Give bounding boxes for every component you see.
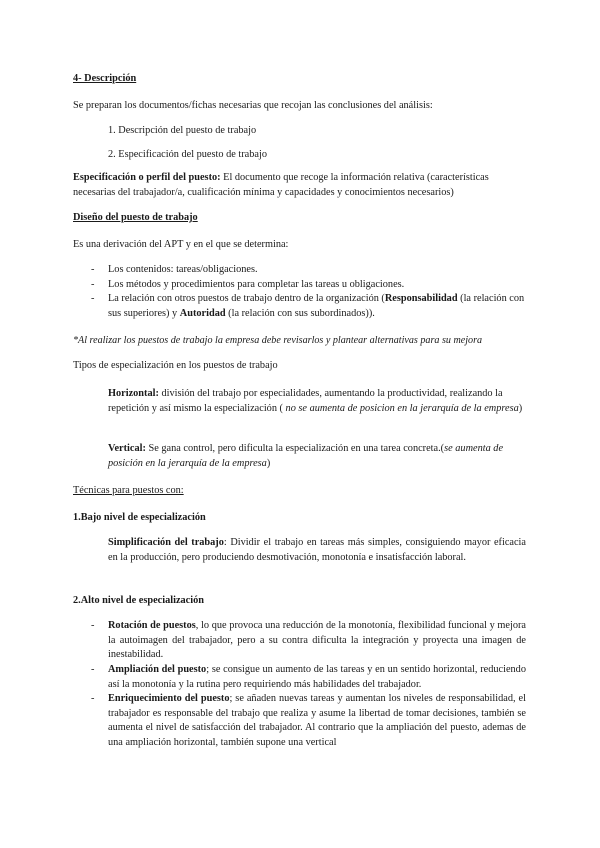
vertical-italic: se aumenta de posición en la jerarquía de la empresa bbox=[108, 443, 504, 469]
tecnicas-title: Técnicas para puestos con: bbox=[73, 485, 184, 496]
bullet-dash: - bbox=[91, 264, 95, 275]
rotacion-term: Rotación de puestos bbox=[108, 620, 196, 631]
horizontal-term: Horizontal: bbox=[108, 388, 159, 399]
rotacion-text: , lo que provoca una reducción de la monotonía, flexibilidad funcional y mejora la autoimagen del trabajador, pero a su contra dificulta la integración y proyecta una imagen de inestabilidad. bbox=[108, 620, 526, 661]
enriquecimiento-term: Enriquecimiento del puesto bbox=[108, 693, 230, 704]
diseno-intro: Es una derivación del APT y en el que se determina: bbox=[73, 239, 289, 250]
simplificacion-term: Simplificación del trabajo bbox=[108, 537, 224, 548]
vertical-close: ) bbox=[266, 457, 271, 469]
horizontal-italic: no se aumenta de posicion en la jerarquía de la empresa bbox=[282, 402, 519, 414]
ampliacion-bullet bbox=[108, 663, 526, 692]
bullet-dash: - bbox=[91, 620, 95, 631]
responsabilidad-term: Responsabilidad bbox=[384, 293, 458, 304]
list-item-1: 1. Descripción del puesto de trabajo bbox=[108, 125, 257, 136]
horizontal-text: división del trabajo por especialidades, aumentando la productividad, realizando la repetición y así mismo la especialización ( bbox=[108, 388, 503, 414]
enriquecimiento-text: ; se añaden nuevas tareas y aumentan los niveles de responsabilidad, el trabajador es responsable del trabajo que realiza y asume la libertad de tomar decisiones, también se aumenta el nivel de satisfacción del trabajador. Al contrario que la ampliación del puesto, ademas de una ampliación horizontal, también supone una vertical bbox=[108, 693, 526, 748]
simplificacion-text: : Dividir el trabajo en tareas más simples, consiguiendo mayor eficacia en la producción, pero produciendo desmotivación, monotonía e insatisfacción laboral. bbox=[108, 537, 526, 563]
tipos-title: Tipos de especialización en los puestos de trabajo bbox=[73, 360, 278, 371]
diseno-bullet-3-pre: La relación con otros puestos de trabajo dentro de la organización ( bbox=[108, 293, 385, 304]
italic-note: *Al realizar los puestos de trabajo la empresa debe revisarlos y plantear alternativas para su mejora bbox=[73, 335, 483, 346]
bullet-dash: - bbox=[91, 664, 95, 675]
especificacion-term: Especificación o perfil del puesto: bbox=[73, 172, 221, 183]
diseno-bullet-3-post: (la relación con sus subordinados)). bbox=[225, 307, 375, 319]
bullet-dash: - bbox=[91, 279, 95, 290]
ampliacion-term: Ampliación del puesto bbox=[108, 664, 207, 675]
diseno-bullet-1: Los contenidos: tareas/obligaciones. bbox=[108, 264, 258, 275]
autoridad-term: Autoridad bbox=[179, 307, 226, 319]
section-title: 4- Descripción bbox=[73, 73, 137, 84]
list-item-2: 2. Especificación del puesto de trabajo bbox=[108, 149, 267, 160]
horizontal-close: ) bbox=[518, 402, 523, 414]
bajo-nivel-title: 1.Bajo nivel de especialización bbox=[73, 512, 206, 523]
ampliacion-text: ; se consigue un aumento de las tareas y en un sentido horizontal, reduciendo así la monotonía y la rutina pero requiriendo más habilidades del trabajador. bbox=[108, 664, 526, 690]
intro-paragraph: Se preparan los documentos/fichas necesarias que recojan las conclusiones del análisis: bbox=[73, 100, 433, 111]
alto-nivel-title: 2.Alto nivel de especialización bbox=[73, 595, 204, 606]
simplificacion-paragraph bbox=[108, 536, 526, 565]
vertical-text: Se gana control, pero dificulta la especialización en una tarea concreta.( bbox=[145, 443, 445, 454]
diseno-bullet-3-mid: (la relación con sus superiores) y bbox=[108, 293, 525, 319]
especificacion-text: El documento que recoge la información relativa (características necesarias del trabajador/a, cualificación mínima y capacidades y conocimientos necesarios) bbox=[73, 172, 489, 198]
bullet-dash: - bbox=[91, 693, 95, 704]
rotacion-bullet bbox=[108, 619, 526, 663]
diseno-bullet-3 bbox=[108, 292, 528, 321]
especificacion-paragraph bbox=[73, 171, 529, 200]
vertical-paragraph bbox=[108, 442, 530, 471]
horizontal-paragraph bbox=[108, 387, 530, 416]
vertical-term: Vertical: bbox=[108, 443, 146, 454]
diseno-title: Diseño del puesto de trabajo bbox=[73, 212, 198, 223]
bullet-dash: - bbox=[91, 293, 95, 304]
diseno-bullet-2: Los métodos y procedimientos para completar las tareas u obligaciones. bbox=[108, 279, 405, 290]
enriquecimiento-bullet bbox=[108, 692, 526, 750]
